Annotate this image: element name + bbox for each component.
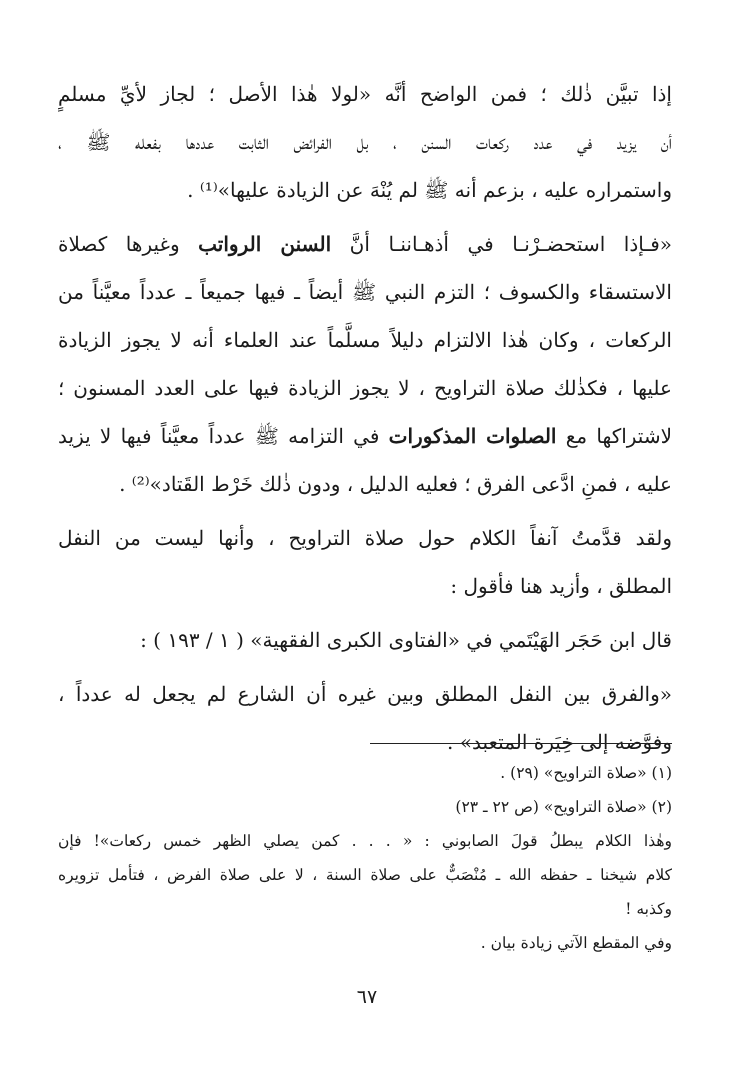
footnote-comment-line: وهٰذا الكلام يبطلُ قولَ الصابوني : « . . . كمن يصلي الظهر خمس ركعات»! فإن — [58, 832, 672, 850]
quoted-paragraph — [58, 670, 672, 766]
page-number: ٦٧ — [356, 986, 378, 1008]
text-line: «والفرق بين النفل المطلق وبين غيره أن الشارع لم يجعل له عدداً ، — [58, 682, 672, 706]
quoted-paragraph — [58, 220, 672, 508]
text-line: وفوَّضه إلى خِيَرة المتعبد» . — [447, 730, 672, 754]
text-line: قال ابن حَجَر الهَيْتَمي في «الفتاوى الكبرى الفقهية» ( ١ / ١٩٣ ) : — [140, 628, 672, 652]
text-line: عليها ، فكذٰلك صلاة التراويح ، لا يجوز الزيادة فيها على العدد المسنون ؛ — [58, 376, 672, 400]
paragraph — [58, 70, 672, 214]
text-line: أن يزيد في عدد ركعات السنن ، بل الفرائض الثابت عددها بفعله ﷺ ، — [58, 130, 672, 154]
footnotes — [58, 756, 672, 960]
text-line: المطلق ، وأزيد هنا فأقول : — [450, 574, 672, 598]
footnote-comment-line: كلام شيخنا ـ حفظه الله ـ مُنْصَبٌّ على صلاة السنة ، لا على صلاة الفرض ، فتأمل تزويره — [58, 866, 672, 884]
text-line — [58, 412, 672, 460]
text-line — [58, 220, 672, 268]
footnote-comment-line: وفي المقطع الآتي زيادة بيان . — [480, 934, 672, 952]
footnote-comment-line: وكذبه ! — [625, 900, 672, 918]
text-line: الركعات ، وكان هٰذا الالتزام دليلاً مسلَّماً عند العلماء أنه لا يجوز الزيادة — [58, 328, 672, 352]
text-line: واستمراره عليه ، بزعم أنه ﷺ لم يُنْهَ عن الزيادة عليها»⁽¹⁾ . — [187, 178, 672, 202]
text-line: ولقد قدَّمتُ آنفاً الكلام حول صلاة التراويح ، وأنها ليست من النفل — [58, 526, 672, 550]
text-run: في التزامه ﷺ عدداً معيَّناً فيها لا يزيد — [58, 424, 389, 448]
paragraph — [58, 514, 672, 610]
bold-term: السنن الرواتب — [198, 232, 332, 256]
footnote: (٢) «صلاة التراويح» (ص ٢٢ ـ ٢٣) — [455, 798, 672, 816]
footnote: (١) «صلاة التراويح» (٢٩) . — [500, 764, 672, 782]
text-line: إذا تبيَّن ذٰلك ؛ فمن الواضح أنَّه «لولا هٰذا الأصل ؛ لجاز لأيِّ مسلمٍ — [58, 82, 672, 106]
text-line: الاستسقاء والكسوف ؛ التزم النبي ﷺ أيضاً ـ فيها جميعاً ـ عدداً معيَّناً من — [58, 280, 672, 304]
text-line: عليه ، فمنِ ادَّعى الفرق ؛ فعليه الدليل ، ودون ذٰلك خَرْط القَتاد»⁽²⁾ . — [119, 472, 672, 496]
paragraph — [58, 616, 672, 664]
footnote-divider — [370, 743, 672, 744]
bold-term: الصلوات المذكورات — [388, 424, 557, 448]
text-run: وغيرها كصلاة — [58, 232, 199, 256]
text-run: لاشتراكها مع — [556, 424, 672, 448]
main-text — [58, 70, 672, 766]
text-run: «فـإذا استحضـرْنـا في أذهـاننـا أنَّ — [331, 232, 672, 256]
